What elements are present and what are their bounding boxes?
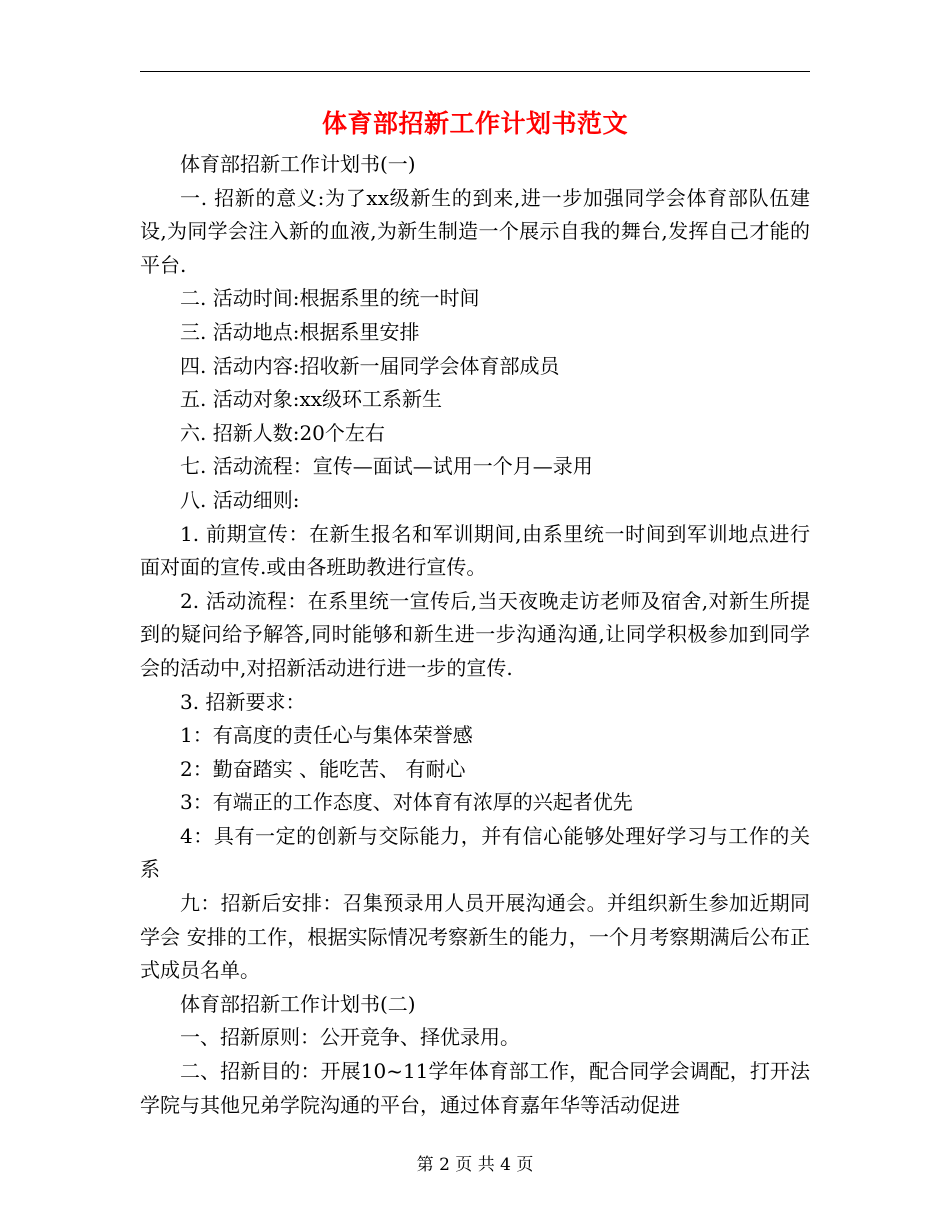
paragraph: 4：具有一定的创新与交际能力，并有信心能够处理好学习与工作的关系 <box>140 823 810 882</box>
paragraph: 五. 活动对象:xx级环工系新生 <box>180 387 443 412</box>
paragraph: 1：有高度的责任心与集体荣誉感 <box>180 723 473 748</box>
paragraph: 体育部招新工作计划书(二) <box>180 991 416 1016</box>
paragraph: 二、招新目的：开展10~11学年体育部工作，配合同学会调配，打开法学院与其他兄弟学院沟通的平台，通过体育嘉年华等活动促进 <box>140 1059 810 1117</box>
paragraph: 一、招新原则：公开竞争、择优录用。 <box>180 1025 520 1050</box>
document-title: 体育部招新工作计划书范文 <box>321 109 628 138</box>
paragraph: 七. 活动流程：宣传—面试—试用一个月—录用 <box>180 454 593 479</box>
paragraph: 2. 活动流程：在系里统一宣传后,当天夜晚走访老师及宿舍,对新生所提到的疑问给予解答,同时能够和新生进一步沟通沟通,让同学积极参加到同学会的活动中,对招新活动进行进一步的宣传. <box>140 588 810 680</box>
page-number-footer: 第 2 页 共 4 页 <box>416 1155 534 1175</box>
paragraph: 九：招新后安排：召集预录用人员开展沟通会。并组织新生参加近期同学会 安排的工作，根据实际情况考察新生的能力，一个月考察期满后公布正式成员名单。 <box>140 891 810 983</box>
paragraph: 四. 活动内容:招收新一届同学会体育部成员 <box>180 353 560 378</box>
paragraph: 3. 招新要求： <box>180 689 306 714</box>
paragraph: 二. 活动时间:根据系里的统一时间 <box>180 286 480 311</box>
paragraph: 体育部招新工作计划书(一) <box>180 152 416 176</box>
paragraph: 六. 招新人数:20个左右 <box>180 420 385 445</box>
paragraph: 1. 前期宣传：在新生报名和军训期间,由系里统一时间到军训地点进行面对面的宣传.或由各班助教进行宣传。 <box>140 521 810 580</box>
paragraph: 2：勤奋踏实 、能吃苦、 有耐心 <box>180 756 466 781</box>
paragraph: 八. 活动细则: <box>180 487 300 512</box>
header-rule <box>140 71 810 72</box>
paragraph: 三. 活动地点:根据系里安排 <box>180 319 420 344</box>
document-body <box>140 148 810 1122</box>
paragraph: 3：有端正的工作态度、对体育有浓厚的兴起者优先 <box>180 790 633 815</box>
paragraph: 一. 招新的意义:为了xx级新生的到来,进一步加强同学会体育部队伍建设,为同学会注入新的血液,为新生制造一个展示自我的舞台,发挥自己才能的平台. <box>140 185 810 277</box>
